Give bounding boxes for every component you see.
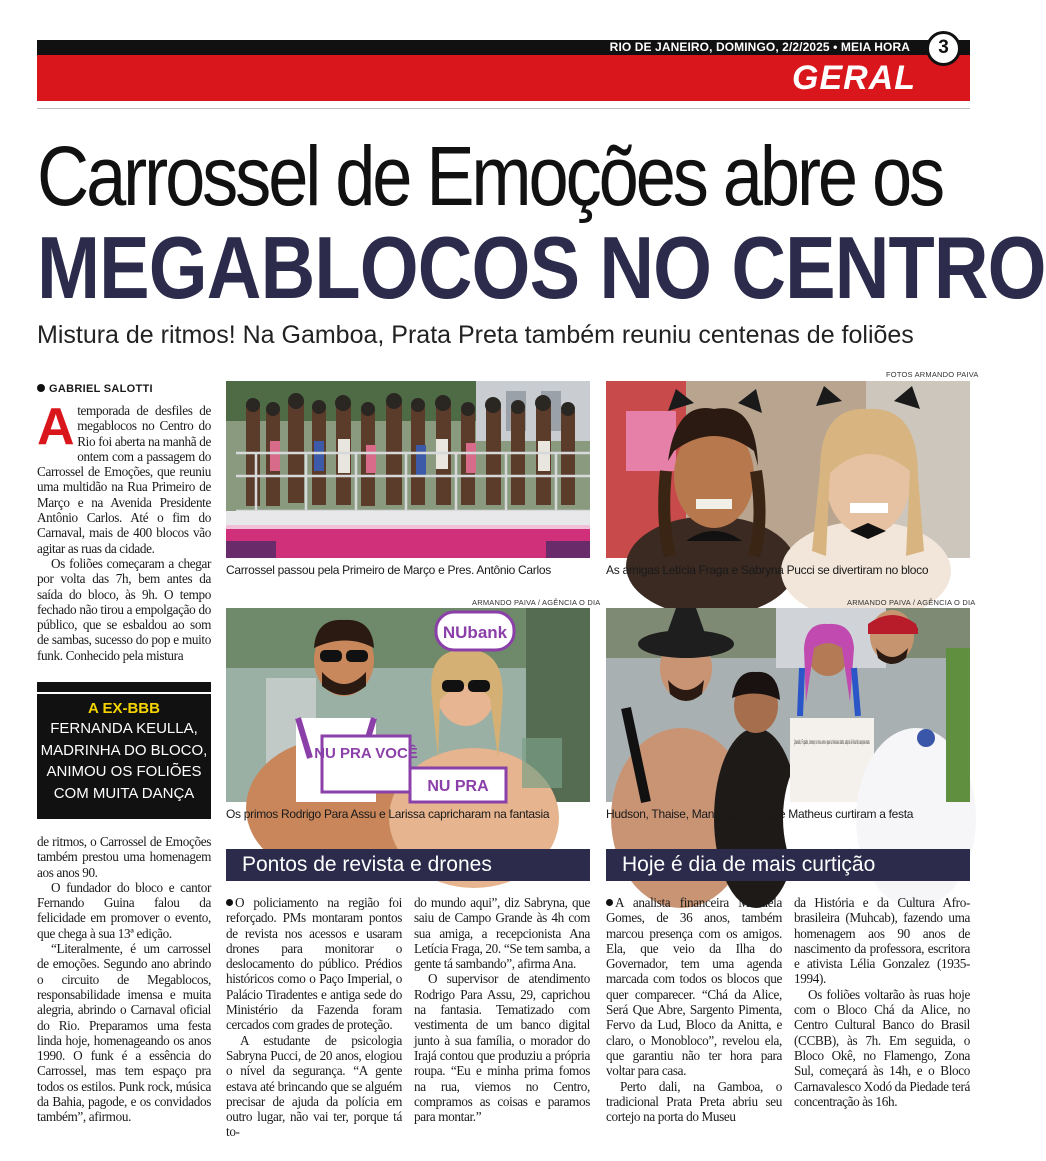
byline-bullet-icon [37, 384, 45, 392]
article-column-continued [37, 834, 211, 1125]
article-paragraph: A analista financeira Manuela Gomes, de 36 anos, também marcou presença com os amigos. Ela, que veio da Ilha do Governador, tem uma agenda marcada com todos os blocos que quer comparecer. “Chá da Alice, Será Que Abre, Sargento Pimenta, Fervo da Lud, Bloco da Anitta, e claro, o Monobloco”, revelou ela, que garantiu não ter hora para voltar para casa. [606, 895, 782, 1079]
article-paragraph: Os foliões voltarão às ruas hoje com o Bloco Chá da Alice, no Centro Cultural Banco do Brasil (CCBB), às 7h. Em seguida, o Bloco Okê, no Flamengo, Zona Sul, começará às 14h, e o Bloco Carnavalesco Xodó da Piedade terá concentração às 16h. [794, 986, 970, 1109]
article-paragraph: O policiamento na região foi reforçado. PMs montaram pontos de revista nos acessos e usaram drones para monitorar o deslocamento do público. Prédios históricos como o Paço Imperial, o Palácio Tiradentes e antiga sede do Ministério da Fazenda foram cercados com grades de proteção. [226, 895, 402, 1033]
callout-inner [37, 692, 211, 819]
article-paragraph: O supervisor de atendimento Rodrigo Para Assu, 29, caprichou na fantasia. Tematizado com vestimenta de um banco digital junto à sua família, o morador do Irajá contou que produziu a própria roupa. “Eu e minha prima fomos na rua, viemos no Centro, compramos as coisas e paramos para montar.” [414, 971, 590, 1125]
photo-amigas [606, 381, 970, 558]
section-title: GERAL [792, 59, 916, 97]
article-paragraph: de ritmos, o Carrossel de Emoções também prestou uma homenagem aos anos 90. [37, 834, 211, 880]
article-paragraph: Os foliões começaram a chegar por volta das 7h, bem antes da saída do bloco, às 9h. O tempo fechado não tirou a empolgação do público, que se esbaldou ao som de sambas, sucesso do pop e muito funk. Conhecido pela mistura [37, 555, 211, 663]
photo-grupo [606, 608, 970, 802]
sign-nubank-text: NUbank [442, 623, 508, 642]
dateline: RIO DE JANEIRO, DOMINGO, 2/2/2025 • MEIA HORA [609, 40, 910, 54]
photo-caption-primos: Os primos Rodrigo Para Assu e Larissa capricharam na fantasia [226, 807, 550, 821]
headline-line-1: Carrossel de Emoções abre os [37, 129, 943, 223]
photo-amigas-image [606, 381, 970, 558]
subtitle: Mistura de ritmos! Na Gamboa, Prata Preta também reuniu centenas de foliões [37, 321, 914, 349]
photo-primos [226, 608, 590, 802]
photo-caption-carrossel: Carrossel passou pela Primeiro de Março e Pres. Antônio Carlos [226, 563, 551, 577]
byline-author: GABRIEL SALOTTI [49, 383, 153, 395]
callout-box [37, 682, 211, 819]
photo-carrossel-image [226, 381, 590, 558]
photo-caption-amigas: As amigas Letícia Fraga e Sabryna Pucci se divertiram no bloco [606, 563, 929, 577]
section-header-hoje: Hoje é dia de mais curtição [606, 849, 970, 881]
pontos-column-1 [226, 895, 402, 1140]
photo-credit-top: FOTOS ARMANDO PAIVA [886, 370, 979, 379]
photo-grupo-image [606, 608, 970, 802]
byline [37, 383, 153, 395]
photo-credit-grupo: ARMANDO PAIVA / AGÊNCIA O DIA [847, 598, 976, 607]
pontos-column-2 [414, 895, 590, 1124]
top-bar [37, 40, 970, 55]
photo-credit-primos: ARMANDO PAIVA / AGÊNCIA O DIA [472, 598, 601, 607]
hoje-column-1 [606, 895, 782, 1124]
photo-primos-image [226, 608, 590, 802]
article-column-intro [37, 398, 211, 663]
article-paragraph: Perto dali, na Gamboa, o tradicional Prata Preta abriu seu cortejo na porta do Museu [606, 1078, 782, 1125]
article-paragraph: A estudante de psicologia Sabryna Pucci, de 20 anos, elogiou o nível da segurança. “A gente estava até brincando que se alguém precisar de ajuda da polícia em outro lugar, não vai ter, porque tá to- [226, 1032, 402, 1140]
section-header-pontos: Pontos de revista e drones [226, 849, 590, 881]
shirt-text: Querido, Fugado, começo o meu ano e que tu tivesses tanto, depois é final de campeonato. [794, 740, 870, 746]
article-paragraph: do mundo aqui”, diz Sabryna, que saiu de Campo Grande às 4h com sua amiga, a recepcionista Ana Letícia Fraga, 20. “Se tem samba, a gente tá sambando”, afirma Ana. [414, 895, 590, 972]
photo-caption-grupo: Hudson, Thaise, Manuela Gomes e Matheus curtiram a festa [606, 807, 914, 821]
callout-kicker: A EX-BBB [88, 700, 160, 717]
paragraph-bullet-icon [226, 899, 233, 906]
sign-nu-pra-voce-text: NU PRA VOCÊ [314, 745, 418, 762]
headline-line-2: MEGABLOCOS NO CENTRO [37, 218, 1046, 317]
photo-carrossel-float [226, 381, 590, 558]
sign-nu-pra-text: NU PRA [427, 778, 489, 795]
article-paragraph: O fundador do bloco e cantor Fernando Guina falou da felicidade em promover o evento, que chega à sua 13ª edição. [37, 879, 211, 941]
hoje-column-2 [794, 895, 970, 1109]
paragraph-bullet-icon [606, 899, 613, 906]
page-number: 3 [926, 31, 961, 66]
article-paragraph: “Literalmente, é um carrossel de emoções. Segundo ano abrindo o circuito de Megablocos, responsabilidade imensa e muita alegria, abrindo o Carnaval oficial do Rio. Preparamos uma festa linda hoje, homenageando os anos 1990. O funk é a essência do Carrossel, mas tem espaço pra todos os estilos. Punk rock, música da Bahia, pagode, e os convidados também”, afirmou. [37, 941, 211, 1125]
article-paragraph: da História e da Cultura Afro-brasileira (Muhcab), fazendo uma homenagem aos 90 anos de nascimento da professora, escritora e ativista Lélia Gonzalez (1935-1994). [794, 895, 970, 987]
section-bar [37, 55, 970, 101]
article-paragraph: Atemporada de desfiles de megablocos no Centro do Rio foi aberta na manhã de ontem com a passagem do Carrossel de Emoções, que reuniu uma multidão na Rua Primeiro de Março e na Avenida Presidente Antônio Carlos. Até o fim do Carnaval, mais de 400 blocos vão agitar as ruas da cidade. [37, 398, 211, 556]
callout-text: FERNANDA KEULLA, MADRINHA DO BLOCO, ANIMOU OS FOLIÕES COM MUITA DANÇA [40, 720, 208, 802]
drop-cap: A [37, 398, 75, 456]
header-rule [37, 108, 970, 109]
